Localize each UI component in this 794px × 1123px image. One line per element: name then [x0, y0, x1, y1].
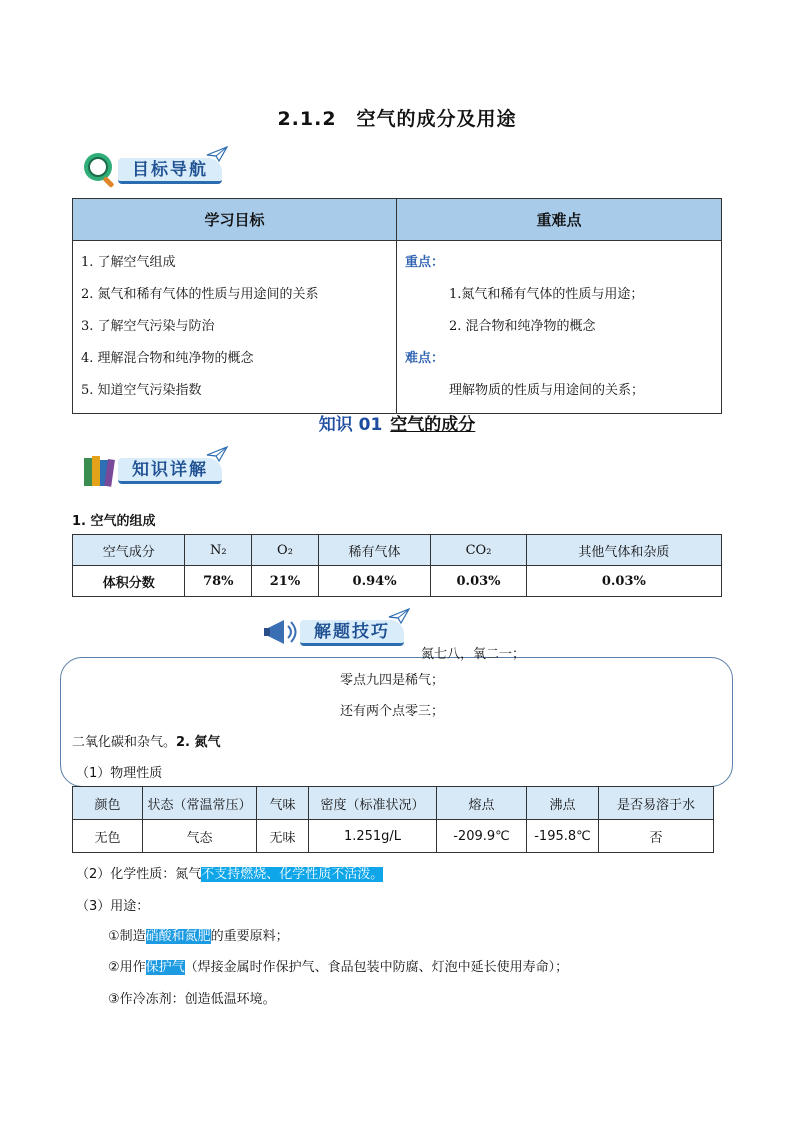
composition-cell: 0.03%	[526, 566, 721, 597]
key-item: 2. 混合物和纯净物的概念	[449, 319, 596, 334]
tips-line-4	[72, 731, 221, 750]
composition-header: 其他气体和杂质	[526, 535, 721, 566]
use-item	[108, 956, 568, 975]
tips-line: 氮七八，氧二一；	[421, 647, 526, 662]
use-item	[108, 925, 289, 944]
megaphone-icon	[262, 612, 302, 650]
goals-cell	[73, 241, 397, 414]
use-text: ②用作	[108, 960, 146, 975]
nitrogen-properties-table	[72, 786, 714, 853]
objectives-table	[72, 198, 722, 414]
section-heading: 1. 空气的组成	[72, 514, 156, 529]
nitrogen-header: 状态（常温常压）	[143, 787, 257, 820]
key-points-cell	[397, 241, 722, 414]
solving-tips-label: 解题技巧	[300, 620, 404, 646]
page-title: 2.1.2 空气的成分及用途	[277, 108, 517, 130]
paper-plane-icon	[206, 146, 228, 162]
nitrogen-cell: 1.251g/L	[309, 820, 437, 853]
target-nav-label: 目标导航	[118, 158, 222, 184]
composition-cell: 78%	[185, 566, 252, 597]
nitrogen-header: 是否易溶于水	[599, 787, 714, 820]
knowledge-detail-badge	[80, 446, 230, 488]
books-icon	[80, 450, 120, 488]
paper-plane-icon	[206, 446, 228, 462]
nitrogen-heading: 2. 氮气	[176, 735, 221, 750]
goal-item: 4. 理解混合物和纯净物的概念	[81, 351, 254, 366]
target-nav-badge	[80, 146, 230, 188]
objectives-header-left: 学习目标	[73, 199, 397, 241]
composition-header: 空气成分	[73, 535, 185, 566]
chemical-properties	[76, 863, 383, 882]
knowledge-name: 空气的成分	[390, 415, 476, 435]
tips-line: 二氧化碳和杂气。	[72, 735, 177, 750]
goal-item: 3. 了解空气污染与防治	[81, 319, 215, 334]
paper-plane-icon	[388, 608, 410, 624]
chemical-highlight: 不支持燃烧、化学性质不活泼。	[201, 867, 384, 882]
solving-tips-badge	[262, 608, 422, 650]
nitrogen-header: 熔点	[437, 787, 527, 820]
uses-label: （3）用途：	[76, 899, 150, 914]
composition-header: CO₂	[431, 535, 526, 566]
goal-item: 5. 知道空气污染指数	[81, 383, 202, 398]
nitrogen-header: 气味	[257, 787, 309, 820]
use-text: 的重要原料；	[210, 929, 289, 944]
composition-cell: 0.94%	[318, 566, 430, 597]
difficult-item: 理解物质的性质与用途间的关系；	[449, 383, 645, 398]
magnifier-icon	[80, 150, 120, 188]
nitrogen-header: 沸点	[527, 787, 599, 820]
chemical-label: （2）化学性质：氮气	[76, 867, 202, 882]
nitrogen-header: 密度（标准状况）	[309, 787, 437, 820]
nitrogen-header: 颜色	[73, 787, 143, 820]
nitrogen-cell: 气态	[143, 820, 257, 853]
objectives-header-right: 重难点	[397, 199, 722, 241]
use-text: （焊接金属时作保护气、食品包装中防腐、灯泡中延长使用寿命）；	[184, 960, 569, 975]
composition-cell: 体积分数	[73, 566, 185, 597]
key-item: 1.氮气和稀有气体的性质与用途；	[449, 287, 644, 302]
goal-item: 1. 了解空气组成	[81, 255, 176, 270]
use-text: ①制造	[108, 929, 146, 944]
use-highlight: 硝酸和氮肥	[145, 929, 211, 944]
knowledge-detail-label: 知识详解	[118, 458, 222, 484]
air-composition-table	[72, 534, 722, 597]
nitrogen-cell: 无味	[257, 820, 309, 853]
nitrogen-cell: 无色	[73, 820, 143, 853]
use-highlight: 保护气	[145, 960, 185, 975]
difficult-label: 难点：	[405, 351, 445, 366]
knowledge-prefix: 知识 01	[318, 415, 383, 435]
nitrogen-cell: -195.8℃	[527, 820, 599, 853]
goal-item: 2. 氮气和稀有气体的性质与用途间的关系	[81, 287, 319, 302]
composition-cell: 21%	[252, 566, 319, 597]
tips-line: 零点九四是稀气；	[340, 673, 445, 688]
composition-cell: 0.03%	[431, 566, 526, 597]
composition-header: N₂	[185, 535, 252, 566]
tips-line: 还有两个点零三；	[340, 704, 445, 719]
composition-header: O₂	[252, 535, 319, 566]
knowledge-heading	[0, 410, 794, 435]
nitrogen-cell: -209.9℃	[437, 820, 527, 853]
key-label: 重点：	[405, 255, 445, 270]
physical-label: （1）物理性质	[76, 766, 163, 781]
composition-header: 稀有气体	[318, 535, 430, 566]
use-item: ③作冷冻剂：创造低温环境。	[108, 992, 276, 1007]
nitrogen-cell: 否	[599, 820, 714, 853]
